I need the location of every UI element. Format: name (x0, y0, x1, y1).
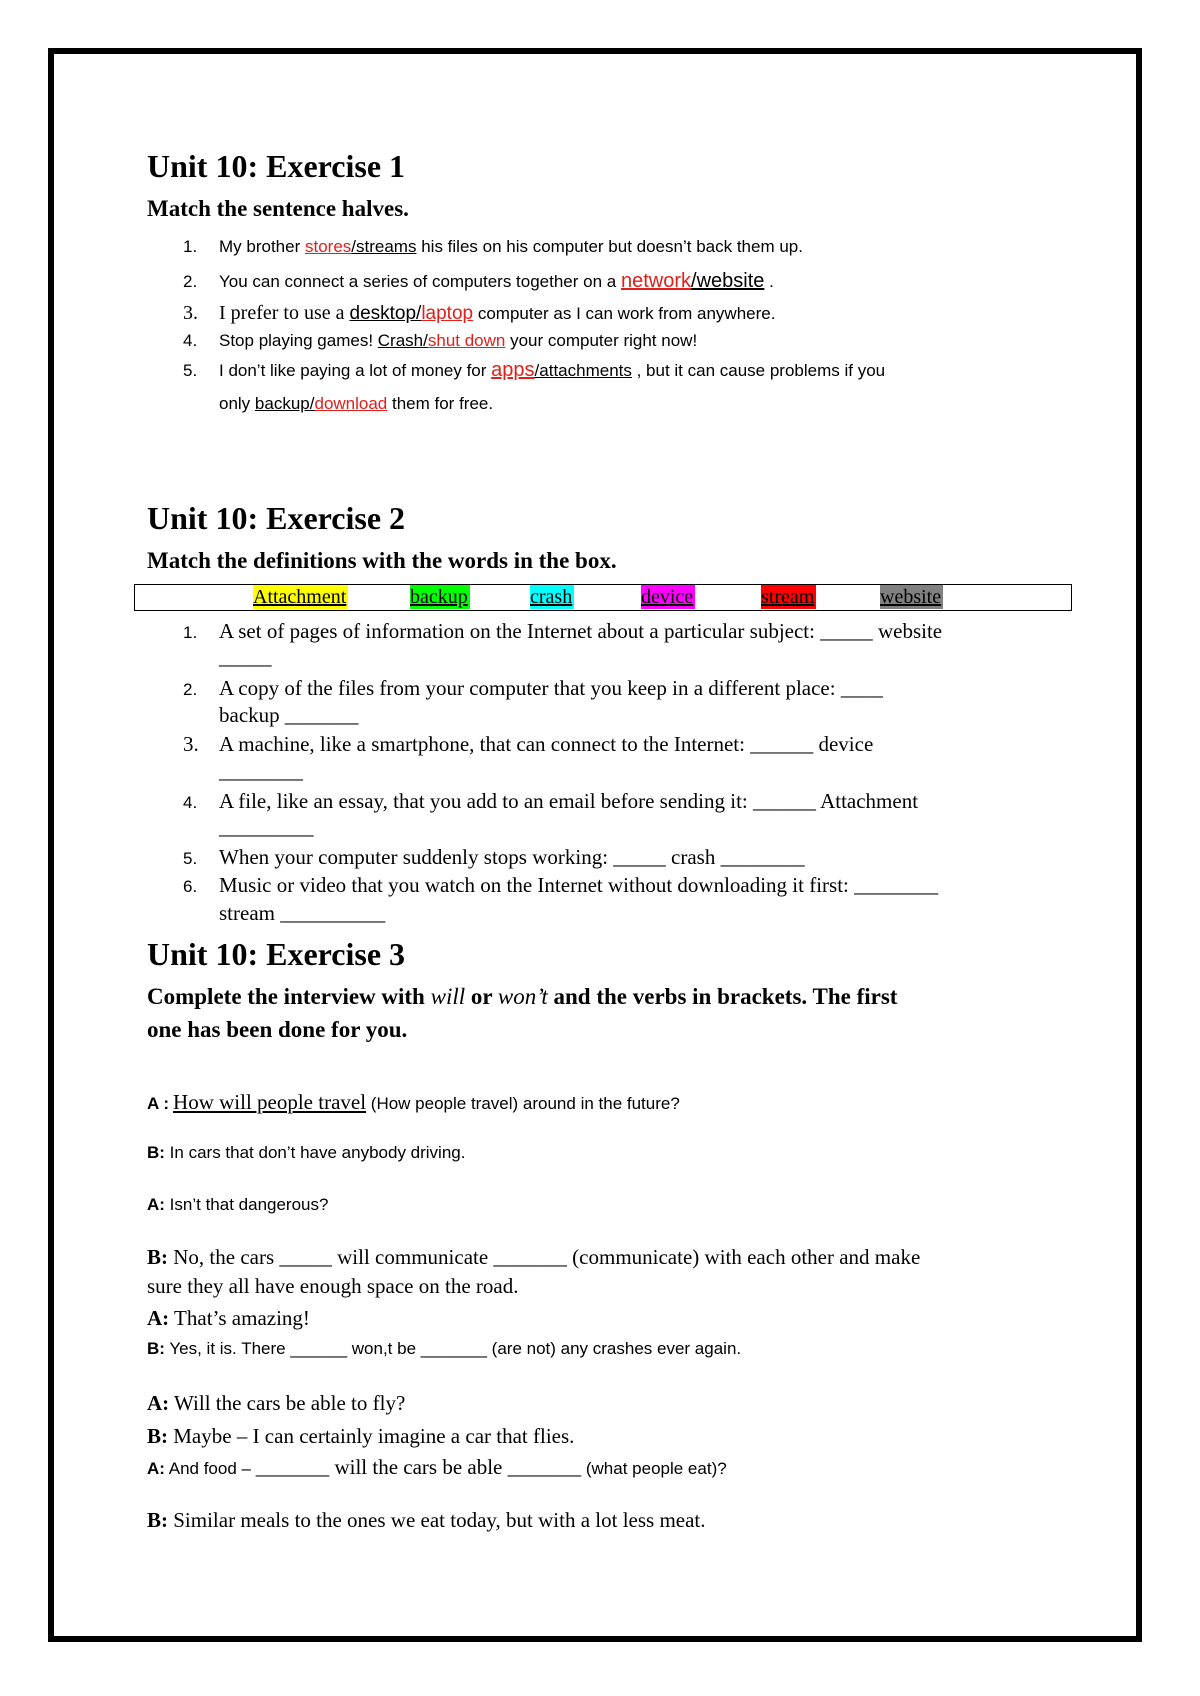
ex2-item-2: 2. A copy of the files from your computer that you keep in a different place: ____ (183, 676, 883, 700)
word-attachment: Attachment (253, 586, 347, 608)
exercise-3-title: Unit 10: Exercise 3 (147, 936, 406, 972)
ex1-item-4: 4. Stop playing games! Crash/shut down your computer right now! (183, 331, 698, 350)
exercise-2-title: Unit 10: Exercise 2 (147, 500, 406, 536)
exercise-3-instruction: Complete the interview with will or won’t and the verbs in brackets. The first (147, 984, 898, 1009)
word-website: website (880, 586, 942, 608)
exercise-1-title: Unit 10: Exercise 1 (147, 148, 406, 184)
exercise-2-instruction: Match the definitions with the words in the box. (147, 548, 617, 573)
ex2-item-4-line2: _________ (219, 815, 314, 839)
ex1-item-3: 3. I prefer to use a desktop/laptop computer as I can work from anywhere. (183, 302, 776, 324)
dialogue-line-5: A: That’s amazing! (147, 1306, 310, 1330)
ex1-item-1: 1. My brother stores/streams his files on his computer but doesn’t back them up. (183, 237, 803, 256)
exercise-3-instruction-line2: one has been done for you. (147, 1017, 408, 1042)
dialogue-line-7: A: Will the cars be able to fly? (147, 1391, 406, 1415)
dialogue-line-4: B: No, the cars _____ will communicate _______ (communicate) with each other and make (147, 1245, 921, 1269)
ex2-item-4: 4. A file, like an essay, that you add to an email before sending it: ______ Attachment (183, 789, 919, 813)
ex1-item-5-continued: only backup/download them for free. (219, 394, 494, 413)
dialogue-line-4-continued: sure they all have enough space on the road. (147, 1274, 519, 1298)
dialogue-line-1: A : How will people travel (How people travel) around in the future? (147, 1090, 680, 1114)
dialogue-line-9: A: And food – _______ will the cars be able _______ (what people eat)? (147, 1455, 727, 1479)
dialogue-line-2: B: In cars that don’t have anybody driving. (147, 1143, 466, 1162)
word-box (134, 584, 1072, 611)
dialogue-line-8: B: Maybe – I can certainly imagine a car that flies. (147, 1424, 575, 1448)
ex2-item-6: 6. Music or video that you watch on the Internet without downloading it first: ________ (183, 873, 939, 897)
ex2-item-2-line2: backup _______ (219, 703, 359, 727)
ex1-item-5: 5. I don’t like paying a lot of money for apps/attachments , but it can cause problems if you (183, 359, 886, 381)
dialogue-line-3: A: Isn’t that dangerous? (147, 1195, 329, 1214)
word-stream: stream (761, 586, 815, 608)
ex2-item-6-line2: stream __________ (219, 901, 386, 925)
dialogue-line-10: B: Similar meals to the ones we eat today, but with a lot less meat. (147, 1508, 706, 1532)
ex2-item-3: 3. A machine, like a smartphone, that can connect to the Internet: ______ device (183, 732, 874, 756)
exercise-1-instruction: Match the sentence halves. (147, 196, 409, 221)
ex1-item-2: 2. You can connect a series of computers together on a network/website . (183, 270, 774, 292)
ex2-item-5: 5. When your computer suddenly stops working: _____ crash ________ (183, 845, 805, 869)
dialogue-line-6: B: Yes, it is. There ______ won,t be _______ (are not) any crashes ever again. (147, 1339, 742, 1358)
ex2-item-1: 1. A set of pages of information on the Internet about a particular subject: _____ website (183, 619, 943, 643)
word-crash: crash (530, 586, 573, 608)
word-device: device (641, 586, 694, 608)
word-backup: backup (410, 586, 468, 608)
ex2-item-3-line2: ________ (219, 759, 303, 783)
ex2-item-1-line2: _____ (219, 645, 272, 669)
